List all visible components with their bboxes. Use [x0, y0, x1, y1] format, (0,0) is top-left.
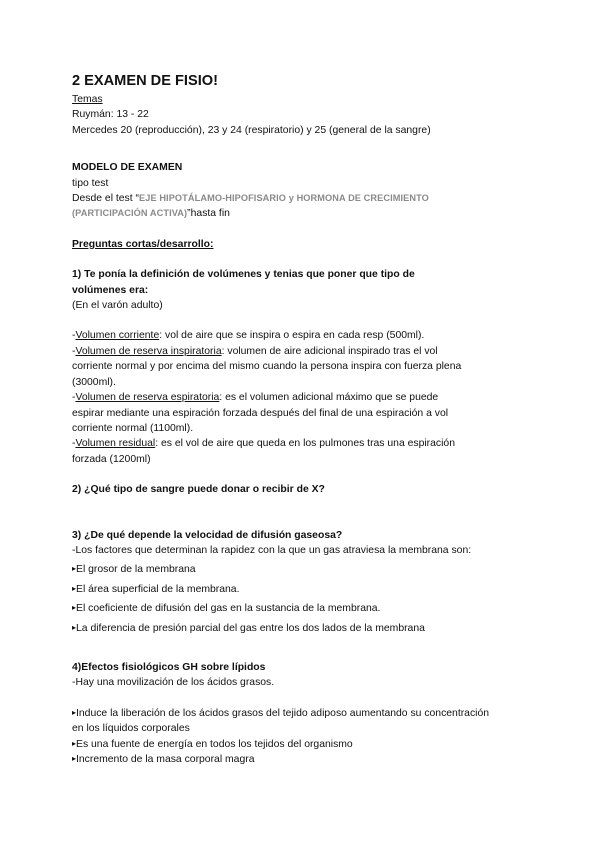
q3-bullet [72, 601, 532, 616]
q4-bullet-text: Incremento de la masa corporal magra [76, 754, 255, 765]
bullet-icon: ▸ [72, 603, 77, 613]
q1-item-term: Volumen corriente [75, 330, 160, 342]
dash: - [72, 392, 76, 404]
q3-bullet-text: La diferencia de presión parcial del gas entre los dos lados de la membrana [76, 622, 425, 634]
bullet-icon: ▸ [72, 564, 77, 574]
desde-accent-2: (PARTICIPACIÓN ACTIVA) [72, 208, 188, 219]
q3-bullet-text: El área superficial de la membrana. [76, 583, 240, 595]
q1-item-extra: corriente normal (1100ml). [72, 422, 194, 434]
q1-item-text: : vol de aire que se inspira o espira en cada resp (500ml). [159, 330, 425, 342]
q1-item-text: : es el vol de aire que queda en los pulmones tras una espiración [155, 438, 455, 450]
q3-bullet-text: El grosor de la membrana [76, 564, 196, 576]
q3-intro: -Los factores que determinan la rapidez con la que un gas atraviesa la membrana son: [72, 544, 472, 556]
q3-bullet [72, 562, 532, 577]
document-page [72, 72, 532, 767]
desde-accent-1: EJE HIPOTÁLAMO-HIPOFISARIO y HORMONA DE CRECIMIENTO [139, 193, 429, 204]
q3-heading: 3) ¿De qué depende la velocidad de difusión gaseosa? [72, 529, 343, 541]
dash: - [72, 330, 76, 342]
q1-item-extra: forzada (1200ml) [72, 453, 151, 465]
desde-prefix: Desde el test “ [72, 193, 139, 205]
bullet-icon: ▸ [72, 622, 77, 632]
q4-bullet [72, 706, 532, 737]
q1-item [72, 390, 532, 436]
q1-item [72, 328, 532, 343]
q1-heading-2: volúmenes era: [72, 284, 149, 296]
q1-item-term: Volumen de reserva inspiratoria [75, 345, 222, 357]
q1-heading-1: 1) Te ponía la definición de volúmenes y tenias que poner que tipo de [72, 269, 415, 281]
q4-bullet [72, 737, 532, 752]
tipo-text: tipo test [72, 177, 109, 189]
q4-bullet-text: Induce la liberación de los ácidos grasos del tejido adiposo aumentando su concentración [76, 707, 490, 719]
q1-item-extra: espirar mediante una espiración forzada después del final de una espiración a vol [72, 407, 449, 419]
q4-bullet [72, 752, 532, 767]
q1-item-term: Volumen de reserva espiratoria [75, 392, 220, 404]
desde-line-1 [72, 191, 532, 206]
bullet-icon: ▸ [72, 583, 77, 593]
preguntas-heading: Preguntas cortas/desarrollo: [72, 238, 214, 250]
q4-bullet-text: en los líquidos corporales [72, 723, 190, 735]
q4-heading: 4)Efectos fisiológicos GH sobre lípidos [72, 661, 266, 673]
q3-bullet [72, 621, 532, 636]
temas-line-1: Ruymán: 13 - 22 [72, 109, 149, 121]
dash: - [72, 438, 76, 450]
bullet-icon: ▸ [72, 754, 77, 763]
temas-label: Temas [72, 94, 103, 105]
desde-line-2 [72, 206, 532, 221]
q3-bullet-text: El coeficiente de difusión del gas en la sustancia de la membrana. [76, 603, 381, 615]
q1-item-extra: (3000ml). [72, 376, 116, 388]
q1-item-term: Volumen residual [75, 438, 156, 450]
temas-line-2: Mercedes 20 (reproducción), 23 y 24 (respiratorio) y 25 (general de la sangre) [72, 124, 431, 136]
desde-suffix: ”hasta fin [187, 208, 230, 220]
q1-item [72, 436, 532, 467]
modelo-heading: MODELO DE EXAMEN [72, 162, 183, 174]
bullet-icon: ▸ [72, 738, 77, 748]
bullet-icon: ▸ [72, 707, 77, 717]
q3-bullet [72, 582, 532, 597]
q2-heading: 2) ¿Qué tipo de sangre puede donar o recibir de X? [72, 484, 325, 496]
q1-subtitle: (En el varón adulto) [72, 300, 163, 312]
q1-item-text: : volumen de aire adicional inspirado tras el vol [221, 345, 438, 357]
q1-item-text: : es el volumen adicional máximo que se puede [219, 392, 439, 404]
dash: - [72, 345, 76, 357]
q4-bullet-text: Es una fuente de energía en todos los tejidos del organismo [76, 738, 353, 750]
document-title: 2 EXAMEN DE FISIO! [72, 73, 218, 89]
q1-item [72, 344, 532, 390]
q1-item-extra: corriente normal y por encima del mismo cuando la persona inspira con fuerza plena [72, 361, 462, 373]
q4-intro: -Hay una movilización de los ácidos grasos. [72, 677, 275, 689]
